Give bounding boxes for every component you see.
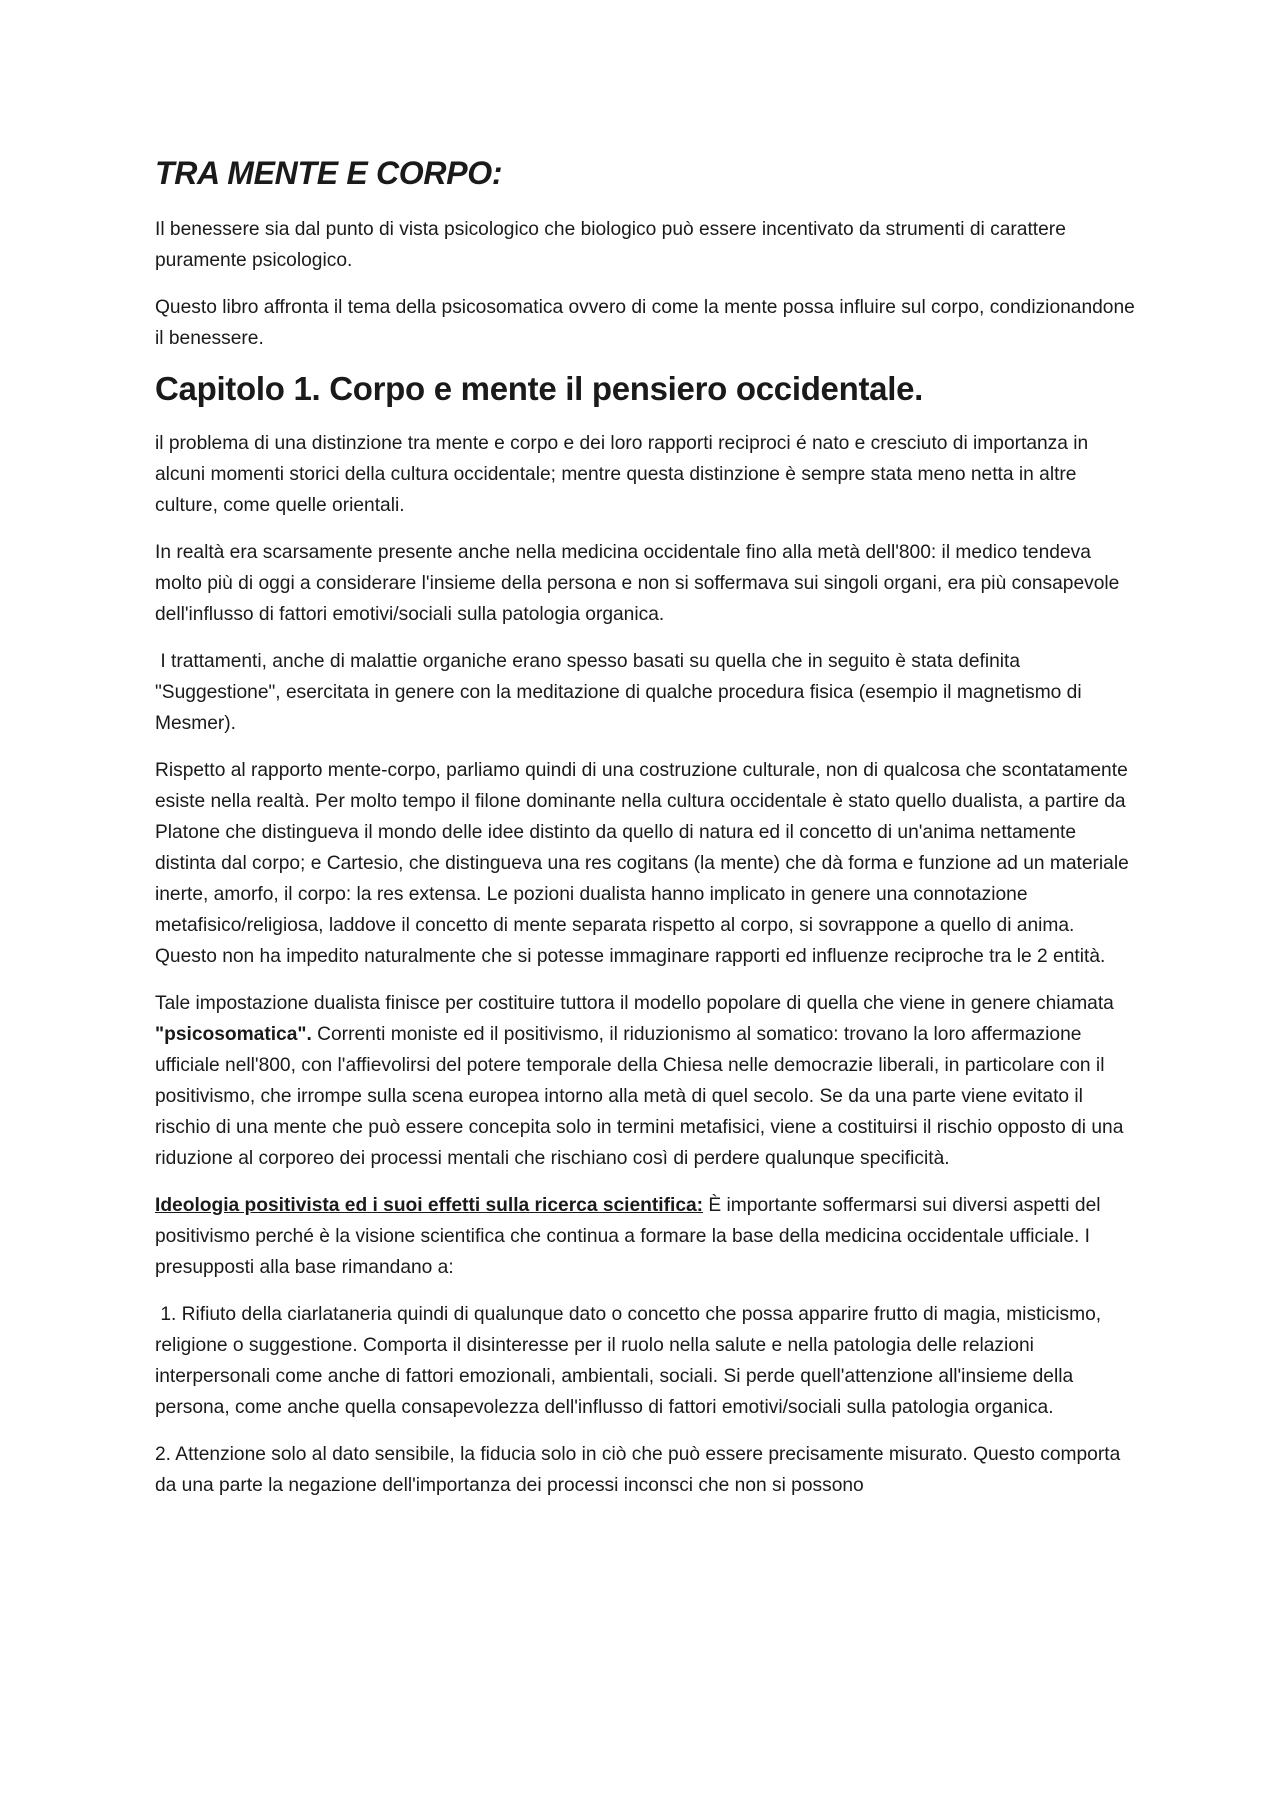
intro-paragraph-1: Il benessere sia dal punto di vista psicologico che biologico può essere incentivato da strumenti di carattere puramente psicologico. <box>155 219 1066 271</box>
paragraph-5-text-after: Correnti moniste ed il positivismo, il riduzionismo al somatico: trovano la loro affermazione ufficiale nell'800, con l'affievolirsi del potere temporale della Chiesa nelle democrazie liberali, in particolare con il positivismo, che irrompe sulla scena europea intorno alla metà di quel secolo. Se da una parte viene evitato il rischio di una mente che può essere concepita solo in termini metafisici, viene a costituirsi il rischio opposto di una riduzione al corporeo dei processi mentali che rischiano così di perdere qualunque specificità. <box>155 1024 1124 1169</box>
paragraph-1: il problema di una distinzione tra mente e corpo e dei loro rapporti reciproci é nato e cresciuto di importanza in alcuni momenti storici della cultura occidentale; mentre questa distinzione è sempre stata meno netta in altre culture, come quelle orientali. <box>155 433 1089 516</box>
section-heading-ideologia: Ideologia positivista ed i suoi effetti sulla ricerca scientifica: <box>155 1195 704 1216</box>
paragraph-2: In realtà era scarsamente presente anche nella medicina occidentale fino alla metà dell'800: il medico tendeva molto più di oggi a considerare l'insieme della persona e non si soffermava sui singoli organi, era più consapevole dell'influsso di fattori emotivi/sociali sulla patologia organica. <box>155 542 1120 625</box>
document-page <box>155 155 1140 1517</box>
paragraph-5-text-before: Tale impostazione dualista finisce per costituire tuttora il modello popolare di quella che viene in genere chiamata <box>155 993 1114 1014</box>
paragraph-4: Rispetto al rapporto mente-corpo, parliamo quindi di una costruzione culturale, non di qualcosa che scontatamente esiste nella realtà. Per molto tempo il filone dominante nella cultura occidentale è stato quello dualista, a partire da Platone che distingueva il mondo delle idee distinto da quello di natura ed il concetto di un'anima nettamente distinta dal corpo; e Cartesio, che distingueva una res cogitans (la mente) che dà forma e funzione ad un materiale inerte, amorfo, il corpo: la res extensa. Le pozioni dualista hanno implicato in genere una connotazione metafisico/religiosa, laddove il concetto di mente separata rispetto al corpo, si sovrappone a quello di anima. Questo non ha impedito naturalmente che si potesse immaginare rapporti ed influenze reciproche tra le 2 entità. <box>155 760 1129 967</box>
chapter-title: Capitolo 1. Corpo e mente il pensiero occidentale. <box>155 370 923 407</box>
list-item-2: 2. Attenzione solo al dato sensibile, la fiducia solo in ciò che può essere precisamente misurato. Questo comporta da una parte la negazione dell'importanza dei processi inconsci che non si possono <box>155 1444 1121 1496</box>
paragraph-3: I trattamenti, anche di malattie organiche erano spesso basati su quella che in seguito è stata definita "Suggestione", esercitata in genere con la meditazione di qualche procedura fisica (esempio il magnetismo di Mesmer). <box>155 651 1087 734</box>
list-item-1: 1. Rifiuto della ciarlataneria quindi di qualunque dato o concetto che possa apparire frutto di magia, misticismo, religione o suggestione. Comporta il disinteresse per il ruolo nella salute e nella patologia delle relazioni interpersonali come anche di fattori emozionali, ambientali, sociali. Si perde quell'attenzione all'insieme della persona, come anche quella consapevolezza dell'influsso di fattori emotivi/sociali sulla patologia organica. <box>155 1304 1107 1418</box>
document-title: TRA MENTE E CORPO: <box>155 155 503 191</box>
psicosomatica-term: "psicosomatica". <box>155 1024 312 1045</box>
intro-paragraph-2: Questo libro affronta il tema della psicosomatica ovvero di come la mente possa influire sul corpo, condizionandone il benessere. <box>155 297 1135 349</box>
paragraph-6-text: È importante soffermarsi sui diversi aspetti del positivismo perché è la visione scientifica che continua a formare la base della medicina occidentale ufficiale. I presupposti alla base rimandano a: <box>155 1195 1101 1278</box>
paragraph-6 <box>155 1190 1140 1283</box>
paragraph-5 <box>155 988 1140 1174</box>
